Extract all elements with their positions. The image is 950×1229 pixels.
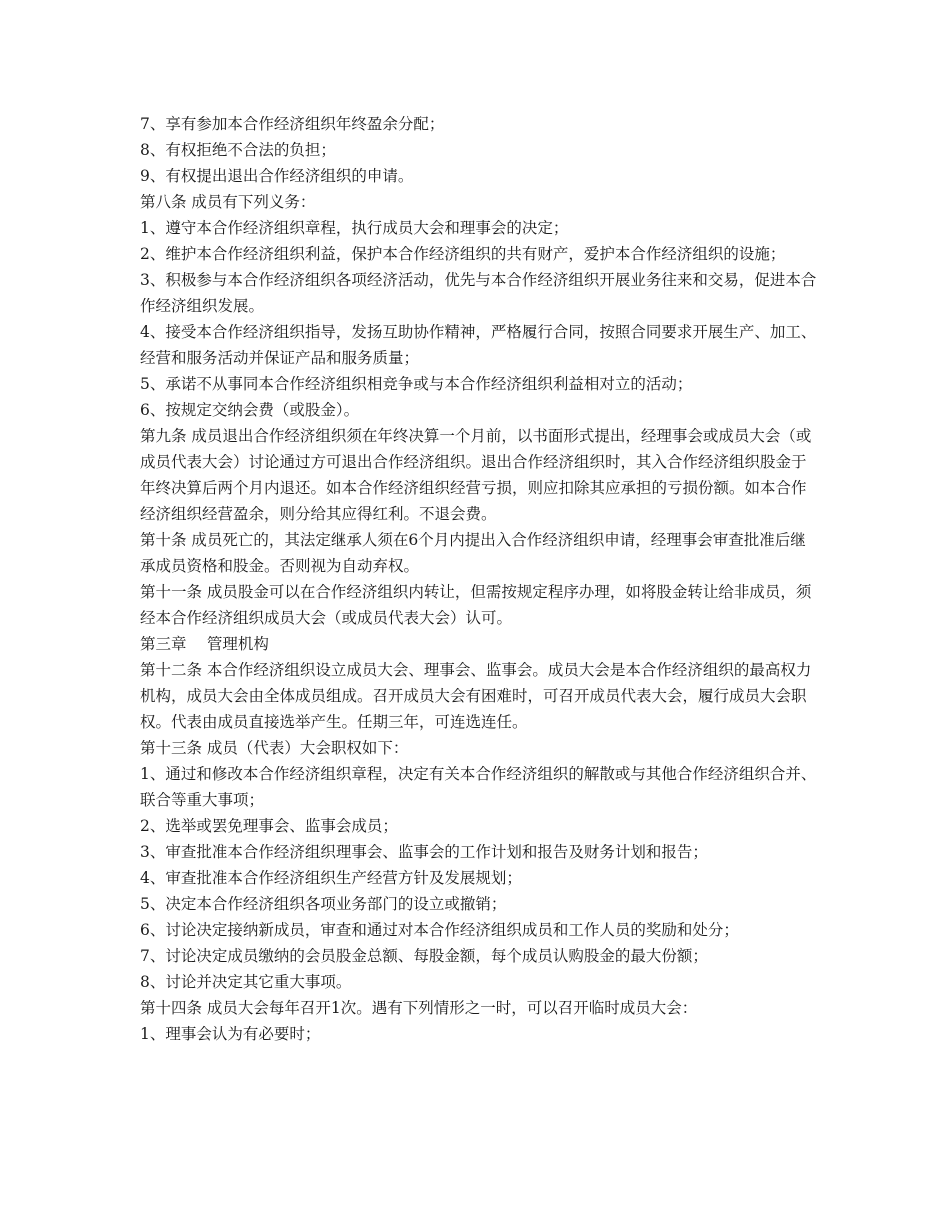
paragraph: 6、按规定交纳会费（或股金）。 bbox=[140, 401, 360, 419]
article-paragraph: 第十一条 成员股金可以在合作经济组织内转让，但需按规定程序办理，如将股金转让给非成员，须经本合作经济组织成员大会（或成员代表大会）认可。 bbox=[140, 583, 812, 627]
paragraph: 1、遵守本合作经济组织章程，执行成员大会和理事会的决定； bbox=[140, 219, 569, 237]
paragraph: 4、审查批准本合作经济组织生产经营方针及发展规划； bbox=[140, 869, 522, 887]
paragraph: 6、讨论决定接纳新成员，审查和通过对本合作经济组织成员和工作人员的奖励和处分； bbox=[140, 921, 739, 939]
paragraph: 3、积极参与本合作经济组织各项经济活动，优先与本合作经济组织开展业务往来和交易，促进本合作经济组织发展。 bbox=[140, 271, 817, 315]
article-heading: 第八条 成员有下列义务： bbox=[140, 193, 316, 211]
paragraph: 3、审查批准本合作经济组织理事会、监事会的工作计划和报告及财务计划和报告； bbox=[140, 843, 708, 861]
paragraph: 8、有权拒绝不合法的负担； bbox=[140, 141, 336, 159]
paragraph: 5、决定本合作经济组织各项业务部门的设立或撤销； bbox=[140, 895, 507, 913]
chapter-heading: 第三章 管理机构 bbox=[140, 635, 269, 653]
paragraph: 2、维护本合作经济组织利益，保护本合作经济组织的共有财产，爱护本合作经济组织的设施； bbox=[140, 245, 786, 263]
paragraph: 8、讨论并决定其它重大事项。 bbox=[140, 973, 352, 991]
paragraph: 4、接受本合作经济组织指导，发扬互助协作精神，严格履行合同，按照合同要求开展生产、加工、经营和服务活动并保证产品和服务质量； bbox=[140, 323, 817, 367]
paragraph: 5、承诺不从事同本合作经济组织相竞争或与本合作经济组织利益相对立的活动； bbox=[140, 375, 693, 393]
article-paragraph: 第十条 成员死亡的，其法定继承人须在6个月内提出入合作经济组织申请，经理事会审查批准后继承成员资格和股金。否则视为自动弃权。 bbox=[140, 531, 806, 575]
paragraph: 1、理事会认为有必要时； bbox=[140, 1025, 321, 1043]
article-heading: 第十四条 成员大会每年召开1次。遇有下列情形之一时，可以召开临时成员大会： bbox=[140, 999, 698, 1017]
paragraph: 7、享有参加本合作经济组织年终盈余分配； bbox=[140, 115, 445, 133]
document-body bbox=[140, 111, 820, 1047]
article-heading: 第十三条 成员（代表）大会职权如下： bbox=[140, 739, 409, 757]
paragraph: 7、讨论决定成员缴纳的会员股金总额、每股金额，每个成员认购股金的最大份额； bbox=[140, 947, 708, 965]
paragraph: 9、有权提出退出合作经济组织的申请。 bbox=[140, 167, 414, 185]
paragraph: 1、通过和修改本合作经济组织章程，决定有关本合作经济组织的解散或与其他合作经济组织合并、联合等重大事项； bbox=[140, 765, 817, 809]
paragraph: 2、选举或罢免理事会、监事会成员； bbox=[140, 817, 398, 835]
article-paragraph: 第十二条 本合作经济组织设立成员大会、理事会、监事会。成员大会是本合作经济组织的最高权力机构，成员大会由全体成员组成。召开成员大会有困难时，可召开成员代表大会，履行成员大会职权。代表由成员直接选举产生。任期三年，可连选连任。 bbox=[140, 661, 812, 731]
article-paragraph: 第九条 成员退出合作经济组织须在年终决算一个月前，以书面形式提出，经理事会或成员大会（或成员代表大会）讨论通过方可退出合作经济组织。退出合作经济组织时，其入合作经济组织股金于年终决算后两个月内退还。如本合作经济组织经营亏损，则应扣除其应承担的亏损份额。如本合作经济组织经营盈余，则分给其应得红利。不退会费。 bbox=[140, 427, 812, 523]
